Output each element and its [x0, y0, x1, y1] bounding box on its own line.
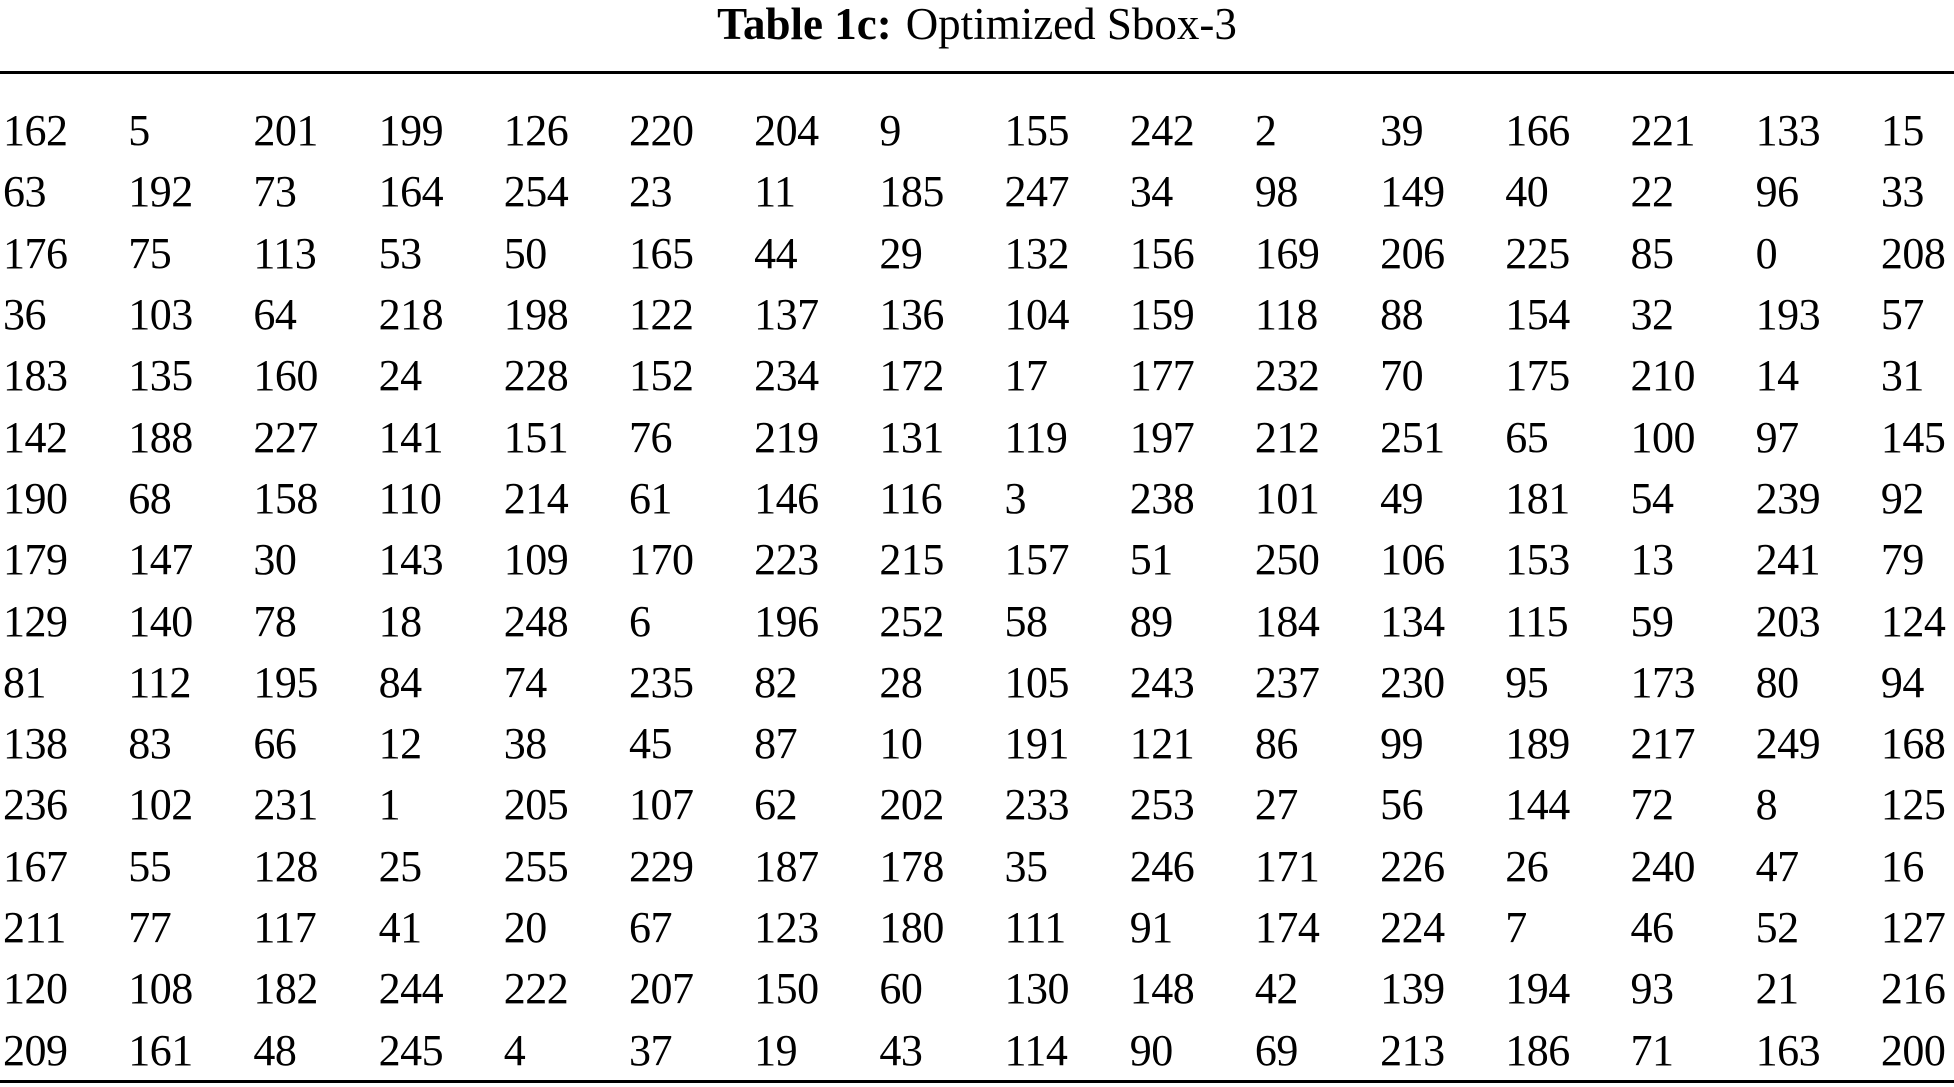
table-cell: 72 [1630, 780, 1674, 830]
table-cell: 181 [1505, 473, 1570, 523]
table-cell: 7 [1505, 903, 1527, 952]
table-cell: 70 [1380, 351, 1424, 401]
table-cell: 148 [1129, 964, 1195, 1014]
table-cell: 221 [1630, 106, 1695, 156]
table-cell: 197 [1129, 412, 1195, 462]
table-cell: 26 [1505, 841, 1549, 891]
table-cell: 49 [1380, 473, 1424, 523]
table-cell: 55 [128, 841, 172, 891]
table-cell: 161 [128, 1025, 193, 1075]
table-cell: 158 [253, 473, 318, 523]
table-cell: 83 [128, 719, 172, 769]
table-cell: 64 [253, 290, 297, 340]
table-cell: 174 [1254, 903, 1320, 952]
table-cell: 33 [1880, 167, 1924, 217]
table-cell: 203 [1755, 596, 1821, 646]
table-cell: 216 [1880, 964, 1946, 1014]
table-cell: 58 [1004, 596, 1048, 646]
table-cell: 105 [1004, 657, 1069, 707]
table-cell: 36 [3, 290, 46, 340]
table-cell: 93 [1630, 964, 1674, 1014]
table-cell: 132 [1004, 228, 1069, 278]
table-cell: 95 [1505, 657, 1549, 707]
table-cell: 34 [1129, 167, 1173, 217]
table-cell: 60 [879, 964, 923, 1014]
table-cell: 229 [628, 841, 694, 891]
table-cell: 53 [378, 228, 422, 278]
table-cell: 233 [1004, 780, 1069, 830]
table-cell: 247 [1004, 167, 1069, 217]
table-cell: 147 [128, 535, 193, 585]
table-cell: 184 [1254, 596, 1320, 646]
table-cell: 22 [1630, 167, 1674, 217]
table-cell: 78 [253, 596, 297, 646]
table-cell: 248 [503, 596, 569, 646]
table-cell: 189 [1505, 719, 1570, 769]
table-cell: 131 [879, 412, 944, 462]
table-cell: 57 [1880, 290, 1924, 340]
table-cell: 129 [3, 596, 68, 646]
table-bottom-rule [0, 1080, 1954, 1083]
table-cell: 121 [1129, 719, 1195, 769]
table-cell: 133 [1755, 106, 1821, 156]
table-cell: 172 [879, 351, 944, 401]
table-cell: 206 [1380, 228, 1445, 278]
table-cell: 106 [1380, 535, 1445, 585]
table-cell: 19 [754, 1025, 798, 1075]
table-cell: 117 [253, 903, 317, 952]
table-cell: 241 [1755, 535, 1821, 585]
table-cell: 38 [503, 719, 547, 769]
table-cell: 134 [1380, 596, 1445, 646]
table-cell: 102 [128, 780, 193, 830]
table-cell: 211 [3, 903, 66, 952]
table-cell: 142 [3, 412, 68, 462]
table-cell: 236 [3, 780, 68, 830]
table-cell: 188 [128, 412, 193, 462]
table-cell: 194 [1505, 964, 1570, 1014]
table-cell: 59 [1630, 596, 1674, 646]
table-cell: 30 [253, 535, 297, 585]
table-cell: 65 [1505, 412, 1549, 462]
table-cell: 178 [879, 841, 944, 891]
table-cell: 1 [378, 780, 401, 830]
table-cell: 150 [754, 964, 819, 1014]
table-cell: 85 [1630, 228, 1674, 278]
table-cell: 246 [1129, 841, 1195, 891]
table-cell: 63 [3, 167, 46, 217]
table-cell: 77 [128, 903, 172, 952]
table-cell: 79 [1880, 535, 1924, 585]
table-cell: 29 [879, 228, 923, 278]
table-cell: 124 [1880, 596, 1946, 646]
table-cell: 111 [1004, 903, 1066, 952]
table-cell: 140 [128, 596, 193, 646]
table-cell: 90 [1129, 1025, 1173, 1075]
table-cell: 18 [378, 596, 422, 646]
table-cell: 43 [879, 1025, 923, 1075]
table-cell: 165 [628, 228, 694, 278]
table-cell: 239 [1755, 473, 1821, 523]
table-cell: 168 [1880, 719, 1946, 769]
table-cell: 187 [754, 841, 819, 891]
table-cell: 128 [253, 841, 318, 891]
table-cell: 86 [1254, 719, 1298, 769]
table-cell: 234 [754, 351, 819, 401]
table-row [3, 774, 1954, 835]
table-cell: 127 [1880, 903, 1946, 952]
table-caption-label: Table 1c: [717, 0, 892, 49]
table-cell: 145 [1880, 412, 1946, 462]
table-cell: 137 [754, 290, 819, 340]
table-cell: 91 [1129, 903, 1173, 952]
table-cell: 35 [1004, 841, 1048, 891]
table-cell: 204 [754, 106, 819, 156]
table-cell: 139 [1380, 964, 1445, 1014]
table-cell: 126 [503, 106, 569, 156]
table-cell: 20 [503, 903, 547, 952]
table-cell: 73 [253, 167, 297, 217]
table-cell: 9 [879, 106, 901, 156]
table-cell: 4 [503, 1025, 526, 1075]
table-cell: 31 [1880, 351, 1924, 401]
table-cell: 74 [503, 657, 547, 707]
table-cell: 81 [3, 657, 46, 707]
table-cell: 219 [754, 412, 819, 462]
table-cell: 46 [1630, 903, 1674, 952]
table-cell: 5 [128, 106, 150, 156]
table-cell: 240 [1630, 841, 1695, 891]
table-cell: 154 [1505, 290, 1570, 340]
table-row [3, 223, 1954, 284]
table-cell: 130 [1004, 964, 1069, 1014]
table-row [3, 406, 1954, 467]
table-cell: 153 [1505, 535, 1570, 585]
table-cell: 84 [378, 657, 422, 707]
table-cell: 39 [1380, 106, 1424, 156]
table-cell: 162 [3, 106, 68, 156]
table-cell: 232 [1254, 351, 1320, 401]
table-row [3, 836, 1954, 897]
table-cell: 213 [1380, 1025, 1445, 1075]
table-cell: 171 [1254, 841, 1320, 891]
table-cell: 179 [3, 535, 68, 585]
table-cell: 222 [503, 964, 569, 1014]
table-cell: 12 [378, 719, 422, 769]
table-cell: 113 [253, 228, 317, 278]
table-cell: 41 [378, 903, 422, 952]
table-cell: 52 [1755, 903, 1799, 952]
table-cell: 159 [1129, 290, 1195, 340]
table-cell: 155 [1004, 106, 1069, 156]
table-cell: 143 [378, 535, 444, 585]
table-cell: 251 [1380, 412, 1445, 462]
table-cell: 6 [628, 596, 651, 646]
table-cell: 10 [879, 719, 923, 769]
table-cell: 152 [628, 351, 694, 401]
table-cell: 48 [253, 1025, 297, 1075]
table-cell: 120 [3, 964, 68, 1014]
table-cell: 146 [754, 473, 819, 523]
table-cell: 23 [628, 167, 672, 217]
table-cell: 175 [1505, 351, 1570, 401]
table-cell: 212 [1254, 412, 1320, 462]
table-cell: 215 [879, 535, 944, 585]
table-cell: 205 [503, 780, 569, 830]
table-cell: 14 [1755, 351, 1799, 401]
table-cell: 196 [754, 596, 819, 646]
table-cell: 185 [879, 167, 944, 217]
table-cell: 230 [1380, 657, 1445, 707]
table-cell: 71 [1630, 1025, 1674, 1075]
table-cell: 42 [1254, 964, 1298, 1014]
table-cell: 51 [1129, 535, 1173, 585]
table-cell: 164 [378, 167, 444, 217]
table-cell: 225 [1505, 228, 1570, 278]
table-cell: 160 [253, 351, 318, 401]
table-cell: 141 [378, 412, 444, 462]
table-cell: 138 [3, 719, 68, 769]
table-cell: 167 [3, 841, 68, 891]
table-cell: 110 [378, 473, 442, 523]
table-cell: 125 [1880, 780, 1946, 830]
table-cell: 245 [378, 1025, 444, 1075]
table-cell: 45 [628, 719, 672, 769]
table-row [3, 958, 1954, 1019]
table-cell: 50 [503, 228, 547, 278]
table-cell: 24 [378, 351, 422, 401]
table-cell: 170 [628, 535, 694, 585]
table-cell: 202 [879, 780, 944, 830]
table-row [3, 590, 1954, 651]
table-cell: 47 [1755, 841, 1799, 891]
table-cell: 208 [1880, 228, 1946, 278]
table-cell: 254 [503, 167, 569, 217]
table-cell: 177 [1129, 351, 1195, 401]
table-cell: 156 [1129, 228, 1195, 278]
table-cell: 8 [1755, 780, 1778, 830]
table-cell: 75 [128, 228, 172, 278]
table-cell: 144 [1505, 780, 1570, 830]
table-cell: 94 [1880, 657, 1924, 707]
table-row [3, 897, 1954, 958]
table-cell: 11 [754, 167, 796, 217]
table-cell: 198 [503, 290, 569, 340]
table-cell: 209 [3, 1025, 68, 1075]
table-row [3, 713, 1954, 774]
table-row [3, 529, 1954, 590]
table-cell: 201 [253, 106, 318, 156]
table-cell: 89 [1129, 596, 1173, 646]
table-cell: 69 [1254, 1025, 1298, 1075]
table-cell: 199 [378, 106, 444, 156]
table-cell: 238 [1129, 473, 1195, 523]
table-cell: 224 [1380, 903, 1445, 952]
table-cell: 223 [754, 535, 819, 585]
table-cell: 235 [628, 657, 694, 707]
table-cell: 103 [128, 290, 193, 340]
table-cell: 56 [1380, 780, 1424, 830]
table-cell: 21 [1755, 964, 1799, 1014]
table-cell: 25 [378, 841, 422, 891]
table-cell: 237 [1254, 657, 1320, 707]
table-row [3, 1019, 1954, 1080]
table-cell: 2 [1254, 106, 1277, 156]
table-cell: 17 [1004, 351, 1048, 401]
table-cell: 68 [128, 473, 172, 523]
table-cell: 242 [1129, 106, 1195, 156]
table-cell: 116 [879, 473, 943, 523]
table-cell: 220 [628, 106, 694, 156]
table-cell: 109 [503, 535, 569, 585]
table-cell: 115 [1505, 596, 1569, 646]
table-cell: 195 [253, 657, 318, 707]
table-cell: 217 [1630, 719, 1695, 769]
table-cell: 151 [503, 412, 569, 462]
table-cell: 173 [1630, 657, 1695, 707]
table-cell: 82 [754, 657, 798, 707]
table-cell: 100 [1630, 412, 1695, 462]
table-cell: 97 [1755, 412, 1799, 462]
table-cell: 76 [628, 412, 672, 462]
table-cell: 214 [503, 473, 569, 523]
table-cell: 244 [378, 964, 444, 1014]
table-cell: 92 [1880, 473, 1924, 523]
table-cell: 226 [1380, 841, 1445, 891]
table-cell: 87 [754, 719, 798, 769]
table-cell: 61 [628, 473, 672, 523]
table-cell: 136 [879, 290, 944, 340]
table-cell: 108 [128, 964, 193, 1014]
table-cell: 107 [628, 780, 694, 830]
table-cell: 200 [1880, 1025, 1946, 1075]
table-cell: 114 [1004, 1025, 1068, 1075]
table-cell: 67 [628, 903, 672, 952]
table-cell: 190 [3, 473, 68, 523]
table-cell: 231 [253, 780, 318, 830]
table-cell: 163 [1755, 1025, 1821, 1075]
table-cell: 0 [1755, 228, 1778, 278]
table-row [3, 100, 1954, 161]
table-cell: 169 [1254, 228, 1320, 278]
table-cell: 62 [754, 780, 798, 830]
table-caption [0, 0, 1954, 52]
table-cell: 183 [3, 351, 68, 401]
table-cell: 186 [1505, 1025, 1570, 1075]
table-cell: 249 [1755, 719, 1821, 769]
table-cell: 252 [879, 596, 944, 646]
table-cell: 210 [1630, 351, 1695, 401]
table-cell: 228 [503, 351, 569, 401]
table-row [3, 345, 1954, 406]
table-cell: 118 [1254, 290, 1318, 340]
table-row [3, 161, 1954, 222]
table-row [3, 652, 1954, 713]
table-cell: 207 [628, 964, 694, 1014]
table-cell: 101 [1254, 473, 1320, 523]
table-cell: 255 [503, 841, 569, 891]
table-cell: 243 [1129, 657, 1195, 707]
table-cell: 104 [1004, 290, 1069, 340]
table-cell: 40 [1505, 167, 1549, 217]
table-cell: 176 [3, 228, 68, 278]
table-row [3, 468, 1954, 529]
table-cell: 37 [628, 1025, 672, 1075]
table-cell: 157 [1004, 535, 1069, 585]
table-cell: 27 [1254, 780, 1298, 830]
table-cell: 15 [1880, 106, 1924, 156]
table-cell: 112 [128, 657, 192, 707]
table-cell: 250 [1254, 535, 1320, 585]
table-cell: 193 [1755, 290, 1821, 340]
table-cell: 3 [1004, 473, 1026, 523]
table-cell: 66 [253, 719, 297, 769]
table-cell: 166 [1505, 106, 1570, 156]
sbox-table [3, 100, 1954, 1081]
table-cell: 149 [1380, 167, 1445, 217]
table-cell: 54 [1630, 473, 1674, 523]
table-cell: 180 [879, 903, 944, 952]
table-cell: 192 [128, 167, 193, 217]
table-cell: 119 [1004, 412, 1068, 462]
table-top-rule [0, 71, 1954, 74]
table-cell: 218 [378, 290, 444, 340]
table-cell: 191 [1004, 719, 1069, 769]
table-cell: 99 [1380, 719, 1424, 769]
table-cell: 32 [1630, 290, 1674, 340]
table-cell: 182 [253, 964, 318, 1014]
table-cell: 227 [253, 412, 318, 462]
table-cell: 88 [1380, 290, 1424, 340]
table-cell: 123 [754, 903, 819, 952]
table-cell: 16 [1880, 841, 1924, 891]
table-cell: 98 [1254, 167, 1298, 217]
table-cell: 96 [1755, 167, 1799, 217]
table-row [3, 284, 1954, 345]
table-cell: 28 [879, 657, 923, 707]
table-cell: 80 [1755, 657, 1799, 707]
table-cell: 122 [628, 290, 694, 340]
table-cell: 13 [1630, 535, 1674, 585]
table-cell: 253 [1129, 780, 1195, 830]
table-cell: 135 [128, 351, 193, 401]
table-caption-title: Optimized Sbox-3 [905, 0, 1237, 49]
table-cell: 44 [754, 228, 798, 278]
